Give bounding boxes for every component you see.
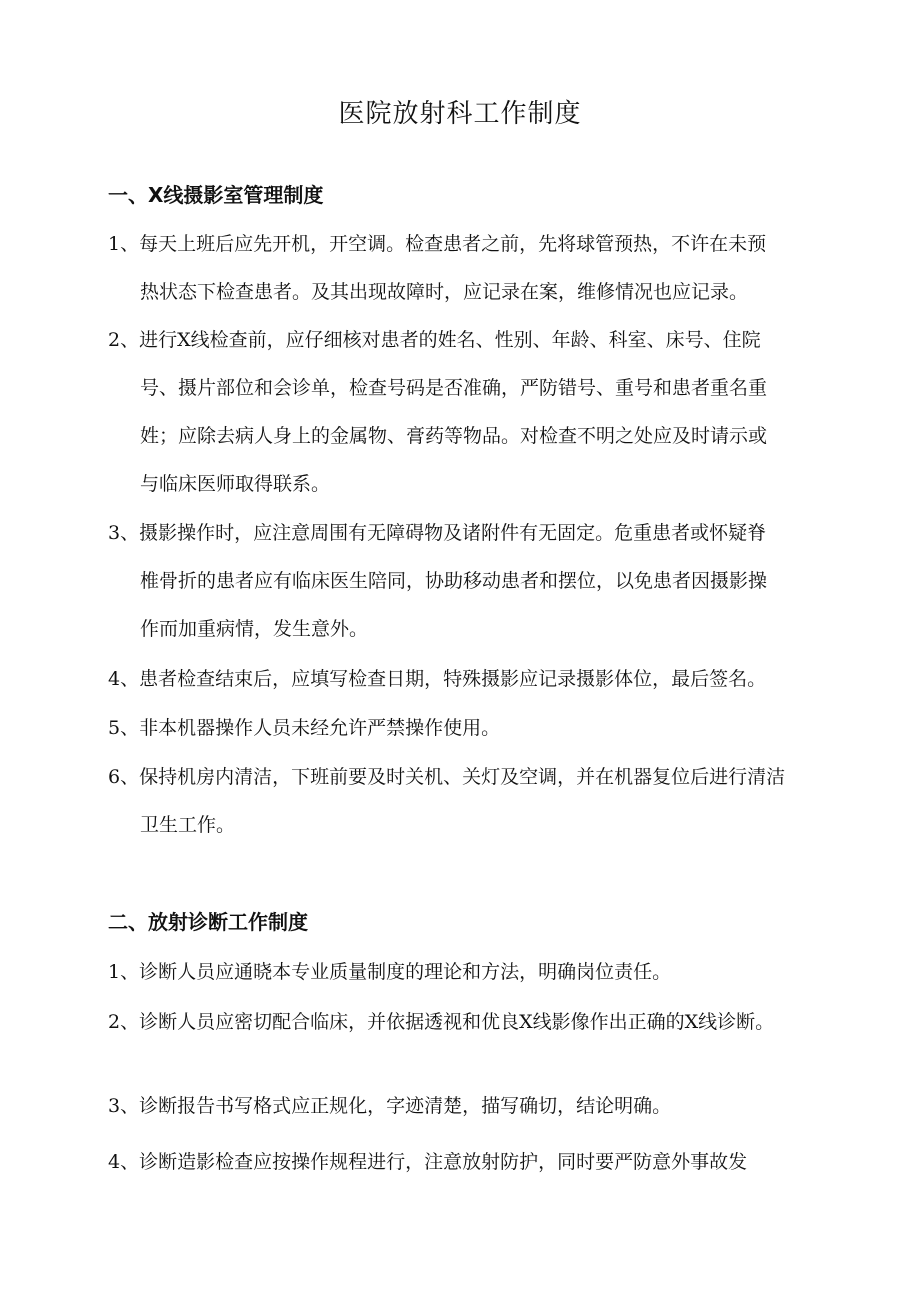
item-line: 号、摄片部位和会诊单，检查号码是否准确，严防错号、重号和患者重名重: [140, 377, 768, 399]
item-line: 6、保持机房内清洁，下班前要及时关机、关灯及空调，并在机器复位后进行清洁: [108, 766, 786, 788]
item-line: 3、摄影操作时，应注意周围有无障碍物及诸附件有无固定。危重患者或怀疑脊: [108, 522, 767, 544]
list-item: [108, 704, 828, 752]
section-heading-1: 一、X线摄影室管理制度: [108, 183, 324, 207]
item-line: 作而加重病情，发生意外。: [140, 618, 369, 640]
item-line: 2、进行X线检查前，应仔细核对患者的姓名、性别、年龄、科室、床号、住院: [108, 329, 761, 351]
list-item: [108, 655, 828, 703]
item-line: 3、诊断报告书写格式应正规化，字迹清楚，描写确切，结论明确。: [108, 1095, 672, 1117]
item-line: 热状态下检查患者。及其出现故障时，应记录在案，维修情况也应记录。: [140, 281, 749, 303]
list-item: [108, 316, 828, 508]
item-line: 5、非本机器操作人员未经允许严禁操作使用。: [108, 717, 501, 739]
list-item: [108, 1082, 828, 1130]
item-line: 卫生工作。: [140, 814, 236, 836]
item-line: 姓；应除去病人身上的金属物、膏药等物品。对检查不明之处应及时请示或: [140, 425, 768, 447]
item-line: 4、患者检查结束后，应填写检查日期，特殊摄影应记录摄影体位，最后签名。: [108, 668, 767, 690]
item-line: 椎骨折的患者应有临床医生陪同，协助移动患者和摆位，以免患者因摄影操: [140, 570, 768, 592]
item-line: 4、诊断造影检查应按操作规程进行，注意放射防护，同时要严防意外事故发: [108, 1151, 748, 1173]
item-line: 与临床医师取得联系。: [140, 473, 331, 495]
item-line: 1、每天上班后应先开机，开空调。检查患者之前，先将球管预热，不许在未预: [108, 233, 767, 255]
list-item: [108, 220, 828, 316]
list-item: [108, 509, 828, 653]
section-heading-2: 二、放射诊断工作制度: [108, 910, 308, 934]
list-item: [108, 998, 828, 1046]
list-item: [108, 753, 828, 849]
list-item: [108, 1138, 828, 1186]
document-title: 医院放射科工作制度: [338, 99, 582, 129]
item-line: 1、诊断人员应通晓本专业质量制度的理论和方法，明确岗位责任。: [108, 961, 672, 983]
list-item: [108, 948, 828, 996]
item-line: 2、诊断人员应密切配合临床，并依据透视和优良X线影像作出正确的X线诊断。: [108, 1011, 775, 1033]
